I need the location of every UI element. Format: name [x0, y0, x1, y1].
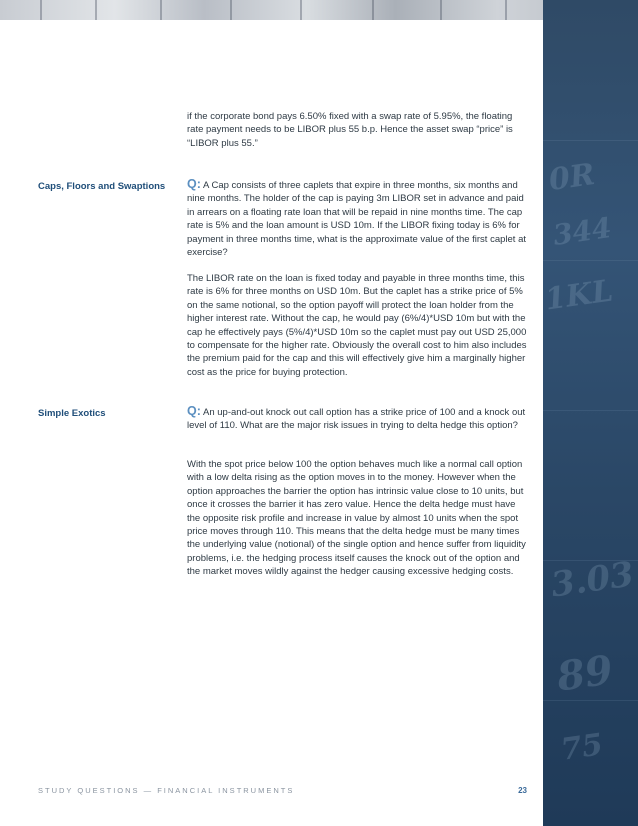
page-number: 23 [518, 786, 527, 795]
section-label-caps-floors-swaptions: Caps, Floors and Swaptions [38, 181, 166, 192]
continuation-paragraph: if the corporate bond pays 6.50% fixed with a swap rate of 5.95%, the floating rate payment needs to be LIBOR plus 55 b.p. Hence the asset swap “price” is “LIBOR plus 55.” [187, 111, 513, 149]
question-text: An up-and-out knock out call option has a strike price of 100 and a knock out level of 110. What are the major risk issues in trying to delta hedge this option? [187, 407, 526, 432]
question-marker: Q: [187, 177, 201, 191]
question-paragraph [187, 178, 527, 259]
question-paragraph [187, 405, 527, 433]
answer-paragraph: With the spot price below 100 the option behaves much like a normal call option with a low delta rising as the option moves in to the money. However when the option approaches the barrier the option has intrinsic value close to 10 units, but once it crosses the barrier it has zero value. Hence the delta hedge must have the opposite risk profile and increase in value by almost 10 units when the spot price moves through 110. This means that the delta hedge must be many times the underlying value (notional) of the single option and hence suffer from liquidity problems, i.e. the hedging process itself causes the knock out of the option and the market moves wildly against the hedger causing excessive hedging costs. [187, 459, 526, 578]
answer-paragraph: The LIBOR rate on the loan is fixed today and payable in three months time, this rate is 6% for three months on USD 10m. But the caplet has a strike price of 5% on the same notional, so the option payoff will protect the loan holder from the higher interest rate. Without the cap, he would pay (6%/4)*USD 10m but with the cap he effectively pays (5%/4)*USD 10m so the caplet must pay out USD 25,000 to compensate for the higher rate. Obviously the overall cost to him also includes the premium paid for the cap and this will effectively give him a marginally higher cost as the price for buying protection. [187, 273, 527, 378]
side-decorative-panel: 0R 344 1KL 3.03 89 75 [543, 0, 638, 826]
question-text: A Cap consists of three caplets that expire in three months, six months and nine months. The holder of the cap is paying 3m LIBOR set in advance and paid in arrears on a floating rate loan that will be repaid in nine months time. The cap rate is 5% and the loan amount is USD 10m. If the LIBOR fixing today is 6% for payment in three months time, what is the approximate value of the first caplet at exercise? [187, 180, 527, 259]
section-label-simple-exotics: Simple Exotics [38, 408, 106, 419]
question-marker: Q: [187, 404, 201, 418]
footer-title: STUDY QUESTIONS — FINANCIAL INSTRUMENTS [38, 786, 295, 795]
